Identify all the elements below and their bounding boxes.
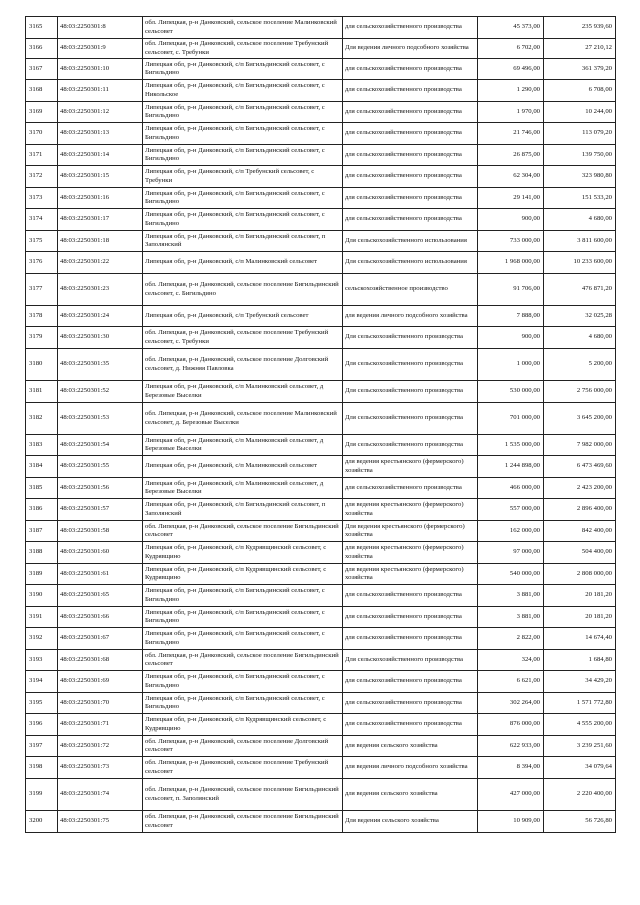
address-cell: обл. Липецкая, р-н Данковский, сельское поселение Бигильдинский сельсовет bbox=[143, 811, 343, 833]
table-row bbox=[26, 39, 616, 59]
address-cell: обл. Липецкая, р-н Данковский, сельское поселение Требунский сельсовет, с. Требунки bbox=[143, 327, 343, 349]
area-cell: 1 244 898,00 bbox=[478, 456, 544, 478]
table-row bbox=[26, 231, 616, 252]
area-cell: 3 881,00 bbox=[478, 585, 544, 607]
cadastral-number-cell: 48:03:2250301:23 bbox=[58, 274, 143, 306]
table-row bbox=[26, 306, 616, 327]
area-cell: 97 000,00 bbox=[478, 542, 544, 564]
land-use-cell: сельскохозяйственное производство bbox=[343, 274, 478, 306]
cadastral-number-cell: 48:03:2250301:18 bbox=[58, 231, 143, 252]
row-number-cell: 3188 bbox=[26, 542, 58, 564]
address-cell: обл. Липецкая, р-н Данковский, сельское поселение Требунский сельсовет bbox=[143, 757, 343, 779]
table-row bbox=[26, 693, 616, 714]
land-use-cell: для ведения личного подсобного хозяйства bbox=[343, 757, 478, 779]
table-row bbox=[26, 80, 616, 102]
land-use-cell: для сельскохозяйственного производства bbox=[343, 628, 478, 650]
area-cell: 324,00 bbox=[478, 650, 544, 671]
cadastral-number-cell: 48:03:2250301:24 bbox=[58, 306, 143, 327]
document-page bbox=[25, 16, 615, 833]
cadastral-number-cell: 48:03:2250301:17 bbox=[58, 209, 143, 231]
land-use-cell: для сельскохозяйственного производства bbox=[343, 80, 478, 102]
cadastral-number-cell: 48:03:2250301:11 bbox=[58, 80, 143, 102]
address-cell: Липецкая обл, р-н Данковский, с/п Кудрявщинский сельсовет, с Кудрявщино bbox=[143, 714, 343, 736]
cadastral-number-cell: 48:03:2250301:65 bbox=[58, 585, 143, 607]
table-row bbox=[26, 403, 616, 435]
cadastral-number-cell: 48:03:2250301:54 bbox=[58, 435, 143, 456]
address-cell: Липецкая обл, р-н Данковский, с/п Требунский сельсовет bbox=[143, 306, 343, 327]
row-number-cell: 3170 bbox=[26, 123, 58, 145]
row-number-cell: 3178 bbox=[26, 306, 58, 327]
cadastral-value-cell: 34 429,20 bbox=[544, 671, 616, 693]
address-cell: Липецкая обл, р-н Данковский, с/п Бигильдинский сельсовет, с Бигильдино bbox=[143, 628, 343, 650]
area-cell: 10 909,00 bbox=[478, 811, 544, 833]
row-number-cell: 3198 bbox=[26, 757, 58, 779]
address-cell: обл. Липецкая, р-н Данковский, сельское поселение Малинковский сельсовет bbox=[143, 17, 343, 39]
cadastral-value-cell: 20 181,20 bbox=[544, 607, 616, 628]
area-cell: 557 000,00 bbox=[478, 499, 544, 521]
land-plots-table bbox=[25, 16, 616, 833]
cadastral-value-cell: 1 684,80 bbox=[544, 650, 616, 671]
table-row bbox=[26, 209, 616, 231]
row-number-cell: 3169 bbox=[26, 102, 58, 123]
cadastral-value-cell: 2 808 000,00 bbox=[544, 564, 616, 585]
cadastral-number-cell: 48:03:2250301:57 bbox=[58, 499, 143, 521]
row-number-cell: 3166 bbox=[26, 39, 58, 59]
table-row bbox=[26, 102, 616, 123]
land-use-cell: для сельскохозяйственного производства bbox=[343, 102, 478, 123]
land-use-cell: для ведения крестьянского (фермерского) хозяйства bbox=[343, 542, 478, 564]
address-cell: Липецкая обл, р-н Данковский, с/п Бигильдинский сельсовет, с Бигильдино bbox=[143, 585, 343, 607]
land-use-cell: для сельскохозяйственного производства bbox=[343, 671, 478, 693]
address-cell: обл. Липецкая, р-н Данковский, сельское поселение Требунский сельсовет, с. Требунки bbox=[143, 39, 343, 59]
row-number-cell: 3197 bbox=[26, 736, 58, 757]
cadastral-value-cell: 6 473 469,60 bbox=[544, 456, 616, 478]
table-row bbox=[26, 59, 616, 80]
cadastral-number-cell: 48:03:2250301:22 bbox=[58, 252, 143, 274]
address-cell: Липецкая обл, р-н Данковский, с/п Бигильдинский сельсовет, с Бигильдино bbox=[143, 59, 343, 80]
table-row bbox=[26, 381, 616, 403]
table-row bbox=[26, 671, 616, 693]
table-row bbox=[26, 145, 616, 166]
address-cell: Липецкая обл, р-н Данковский, с/п Бигильдинский сельсовет, с Бигильдино bbox=[143, 188, 343, 209]
cadastral-value-cell: 4 555 200,00 bbox=[544, 714, 616, 736]
table-row bbox=[26, 521, 616, 542]
address-cell: Липецкая обл, р-н Данковский, с/п Бигильдинский сельсовет, п Заполянский bbox=[143, 499, 343, 521]
cadastral-number-cell: 48:03:2250301:68 bbox=[58, 650, 143, 671]
cadastral-number-cell: 48:03:2250301:58 bbox=[58, 521, 143, 542]
row-number-cell: 3185 bbox=[26, 478, 58, 499]
cadastral-value-cell: 20 181,20 bbox=[544, 585, 616, 607]
cadastral-number-cell: 48:03:2250301:30 bbox=[58, 327, 143, 349]
area-cell: 900,00 bbox=[478, 327, 544, 349]
area-cell: 8 394,00 bbox=[478, 757, 544, 779]
land-use-cell: Для сельскохозяйственного производства bbox=[343, 381, 478, 403]
cadastral-value-cell: 14 674,40 bbox=[544, 628, 616, 650]
cadastral-value-cell: 3 645 200,00 bbox=[544, 403, 616, 435]
address-cell: Липецкая обл, р-н Данковский, с/п Кудрявщинский сельсовет, с Кудрявщино bbox=[143, 564, 343, 585]
land-use-cell: для сельскохозяйственного производства bbox=[343, 585, 478, 607]
row-number-cell: 3165 bbox=[26, 17, 58, 39]
cadastral-number-cell: 48:03:2250301:15 bbox=[58, 166, 143, 188]
cadastral-value-cell: 32 025,28 bbox=[544, 306, 616, 327]
table-row bbox=[26, 349, 616, 381]
cadastral-value-cell: 842 400,00 bbox=[544, 521, 616, 542]
address-cell: Липецкая обл, р-н Данковский, с/п Малинковский сельсовет, д Березовые Выселки bbox=[143, 435, 343, 456]
address-cell: Липецкая обл, р-н Данковский, с/п Малинковский сельсовет bbox=[143, 456, 343, 478]
land-use-cell: для сельскохозяйственного производства bbox=[343, 59, 478, 80]
cadastral-value-cell: 10 244,00 bbox=[544, 102, 616, 123]
table-row bbox=[26, 123, 616, 145]
cadastral-number-cell: 48:03:2250301:61 bbox=[58, 564, 143, 585]
cadastral-value-cell: 139 750,00 bbox=[544, 145, 616, 166]
land-use-cell: Для ведения сельского хозяйства bbox=[343, 811, 478, 833]
cadastral-number-cell: 48:03:2250301:75 bbox=[58, 811, 143, 833]
table-row bbox=[26, 714, 616, 736]
table-row bbox=[26, 757, 616, 779]
land-use-cell: Для сельскохозяйственного производства bbox=[343, 403, 478, 435]
address-cell: Липецкая обл, р-н Данковский, с/п Бигильдинский сельсовет, с Бигильдино bbox=[143, 145, 343, 166]
row-number-cell: 3191 bbox=[26, 607, 58, 628]
row-number-cell: 3186 bbox=[26, 499, 58, 521]
cadastral-number-cell: 48:03:2250301:66 bbox=[58, 607, 143, 628]
cadastral-value-cell: 6 708,00 bbox=[544, 80, 616, 102]
row-number-cell: 3176 bbox=[26, 252, 58, 274]
row-number-cell: 3193 bbox=[26, 650, 58, 671]
row-number-cell: 3189 bbox=[26, 564, 58, 585]
cadastral-value-cell: 5 200,00 bbox=[544, 349, 616, 381]
address-cell: Липецкая обл, р-н Данковский, с/п Малинковский сельсовет, д Березовые Выселки bbox=[143, 478, 343, 499]
cadastral-value-cell: 504 400,00 bbox=[544, 542, 616, 564]
land-use-cell: Для сельскохозяйственного производства bbox=[343, 327, 478, 349]
cadastral-number-cell: 48:03:2250301:67 bbox=[58, 628, 143, 650]
area-cell: 302 264,00 bbox=[478, 693, 544, 714]
cadastral-value-cell: 4 680,00 bbox=[544, 327, 616, 349]
land-use-cell: Для сельскохозяйственного производства bbox=[343, 650, 478, 671]
area-cell: 7 888,00 bbox=[478, 306, 544, 327]
area-cell: 6 621,00 bbox=[478, 671, 544, 693]
row-number-cell: 3171 bbox=[26, 145, 58, 166]
row-number-cell: 3179 bbox=[26, 327, 58, 349]
land-use-cell: для сельскохозяйственного производства bbox=[343, 166, 478, 188]
cadastral-number-cell: 48:03:2250301:74 bbox=[58, 779, 143, 811]
cadastral-value-cell: 151 533,20 bbox=[544, 188, 616, 209]
table-row bbox=[26, 607, 616, 628]
land-use-cell: для сельскохозяйственного производства bbox=[343, 209, 478, 231]
area-cell: 530 000,00 bbox=[478, 381, 544, 403]
area-cell: 91 706,00 bbox=[478, 274, 544, 306]
table-row bbox=[26, 435, 616, 456]
cadastral-number-cell: 48:03:2250301:52 bbox=[58, 381, 143, 403]
table-row bbox=[26, 188, 616, 209]
land-use-cell: Для ведения личного подсобного хозяйства bbox=[343, 39, 478, 59]
land-use-cell: для сельскохозяйственного производства bbox=[343, 188, 478, 209]
table-row bbox=[26, 542, 616, 564]
table-row bbox=[26, 564, 616, 585]
table-row bbox=[26, 779, 616, 811]
area-cell: 69 496,00 bbox=[478, 59, 544, 80]
table-row bbox=[26, 166, 616, 188]
address-cell: обл. Липецкая, р-н Данковский, сельское поселение Малинковский сельсовет, д. Березовые Выселки bbox=[143, 403, 343, 435]
cadastral-number-cell: 48:03:2250301:70 bbox=[58, 693, 143, 714]
table-row bbox=[26, 478, 616, 499]
row-number-cell: 3182 bbox=[26, 403, 58, 435]
table-body bbox=[26, 17, 616, 833]
land-use-cell: Для сельскохозяйственного производства bbox=[343, 435, 478, 456]
cadastral-value-cell: 56 726,80 bbox=[544, 811, 616, 833]
cadastral-number-cell: 48:03:2250301:12 bbox=[58, 102, 143, 123]
area-cell: 1 968 000,00 bbox=[478, 252, 544, 274]
cadastral-value-cell: 2 220 400,00 bbox=[544, 779, 616, 811]
cadastral-value-cell: 2 896 400,00 bbox=[544, 499, 616, 521]
cadastral-value-cell: 235 939,60 bbox=[544, 17, 616, 39]
cadastral-value-cell: 2 423 200,00 bbox=[544, 478, 616, 499]
land-use-cell: для ведения крестьянского (фермерского) хозяйства bbox=[343, 456, 478, 478]
cadastral-number-cell: 48:03:2250301:72 bbox=[58, 736, 143, 757]
cadastral-number-cell: 48:03:2250301:69 bbox=[58, 671, 143, 693]
table-row bbox=[26, 274, 616, 306]
land-use-cell: для ведения личного подсобного хозяйства bbox=[343, 306, 478, 327]
area-cell: 45 373,00 bbox=[478, 17, 544, 39]
address-cell: обл. Липецкая, р-н Данковский, сельское поселение Долговский сельсовет bbox=[143, 736, 343, 757]
cadastral-value-cell: 27 210,12 bbox=[544, 39, 616, 59]
land-use-cell: Для сельскохозяйственного использования bbox=[343, 231, 478, 252]
table-row bbox=[26, 252, 616, 274]
land-use-cell: для сельскохозяйственного производства bbox=[343, 693, 478, 714]
cadastral-value-cell: 1 571 772,80 bbox=[544, 693, 616, 714]
land-use-cell: для сельскохозяйственного производства bbox=[343, 17, 478, 39]
cadastral-value-cell: 323 980,80 bbox=[544, 166, 616, 188]
area-cell: 622 933,00 bbox=[478, 736, 544, 757]
area-cell: 1 290,00 bbox=[478, 80, 544, 102]
table-row bbox=[26, 17, 616, 39]
cadastral-value-cell: 476 871,20 bbox=[544, 274, 616, 306]
area-cell: 1 535 000,00 bbox=[478, 435, 544, 456]
land-use-cell: для ведения сельского хозяйства bbox=[343, 736, 478, 757]
address-cell: обл. Липецкая, р-н Данковский, сельское поселение Бигильдинский сельсовет bbox=[143, 650, 343, 671]
land-use-cell: для сельскохозяйственного производства bbox=[343, 145, 478, 166]
row-number-cell: 3175 bbox=[26, 231, 58, 252]
address-cell: обл. Липецкая, р-н Данковский, сельское поселение Бигильдинский сельсовет bbox=[143, 521, 343, 542]
cadastral-number-cell: 48:03:2250301:71 bbox=[58, 714, 143, 736]
row-number-cell: 3184 bbox=[26, 456, 58, 478]
address-cell: Липецкая обл, р-н Данковский, с/п Требунский сельсовет, с Требунки bbox=[143, 166, 343, 188]
area-cell: 21 746,00 bbox=[478, 123, 544, 145]
cadastral-number-cell: 48:03:2250301:16 bbox=[58, 188, 143, 209]
address-cell: обл. Липецкая, р-н Данковский, сельское поселение Долговский сельсовет, д. Нижняя Павловка bbox=[143, 349, 343, 381]
table-row bbox=[26, 736, 616, 757]
cadastral-value-cell: 2 756 000,00 bbox=[544, 381, 616, 403]
cadastral-value-cell: 3 239 251,60 bbox=[544, 736, 616, 757]
area-cell: 427 000,00 bbox=[478, 779, 544, 811]
area-cell: 3 881,00 bbox=[478, 607, 544, 628]
area-cell: 701 000,00 bbox=[478, 403, 544, 435]
cadastral-value-cell: 7 982 000,00 bbox=[544, 435, 616, 456]
address-cell: Липецкая обл, р-н Данковский, с/п Малинковский сельсовет, д Березовые Выселки bbox=[143, 381, 343, 403]
row-number-cell: 3180 bbox=[26, 349, 58, 381]
row-number-cell: 3173 bbox=[26, 188, 58, 209]
area-cell: 466 000,00 bbox=[478, 478, 544, 499]
address-cell: обл. Липецкая, р-н Данковский, сельское поселение Бигильдинский сельсовет, п. Заполянский bbox=[143, 779, 343, 811]
row-number-cell: 3200 bbox=[26, 811, 58, 833]
area-cell: 6 702,00 bbox=[478, 39, 544, 59]
table-row bbox=[26, 628, 616, 650]
table-row bbox=[26, 585, 616, 607]
row-number-cell: 3192 bbox=[26, 628, 58, 650]
land-use-cell: Для сельскохозяйственного производства bbox=[343, 349, 478, 381]
table-row bbox=[26, 499, 616, 521]
cadastral-number-cell: 48:03:2250301:60 bbox=[58, 542, 143, 564]
cadastral-value-cell: 10 233 600,00 bbox=[544, 252, 616, 274]
row-number-cell: 3190 bbox=[26, 585, 58, 607]
address-cell: Липецкая обл, р-н Данковский, с/п Бигильдинский сельсовет, с Бигильдино bbox=[143, 671, 343, 693]
land-use-cell: Для ведения крестьянского (фермерского) хозяйства bbox=[343, 521, 478, 542]
row-number-cell: 3174 bbox=[26, 209, 58, 231]
address-cell: обл. Липецкая, р-н Данковский, сельское поселение Бигильдинский сельсовет, с. Бигильдино bbox=[143, 274, 343, 306]
address-cell: Липецкая обл, р-н Данковский, с/п Бигильдинский сельсовет, с Никольское bbox=[143, 80, 343, 102]
cadastral-number-cell: 48:03:2250301:9 bbox=[58, 39, 143, 59]
table-row bbox=[26, 456, 616, 478]
row-number-cell: 3196 bbox=[26, 714, 58, 736]
row-number-cell: 3181 bbox=[26, 381, 58, 403]
cadastral-number-cell: 48:03:2250301:73 bbox=[58, 757, 143, 779]
area-cell: 540 000,00 bbox=[478, 564, 544, 585]
area-cell: 1 000,00 bbox=[478, 349, 544, 381]
table-row bbox=[26, 650, 616, 671]
row-number-cell: 3194 bbox=[26, 671, 58, 693]
area-cell: 29 141,00 bbox=[478, 188, 544, 209]
land-use-cell: Для сельскохозяйственного использования bbox=[343, 252, 478, 274]
land-use-cell: для сельскохозяйственного производства bbox=[343, 607, 478, 628]
address-cell: Липецкая обл, р-н Данковский, с/п Бигильдинский сельсовет, с Бигильдино bbox=[143, 209, 343, 231]
table-row bbox=[26, 811, 616, 833]
cadastral-number-cell: 48:03:2250301:14 bbox=[58, 145, 143, 166]
address-cell: Липецкая обл, р-н Данковский, с/п Малинковский сельсовет bbox=[143, 252, 343, 274]
cadastral-value-cell: 113 079,20 bbox=[544, 123, 616, 145]
cadastral-number-cell: 48:03:2250301:8 bbox=[58, 17, 143, 39]
address-cell: Липецкая обл, р-н Данковский, с/п Бигильдинский сельсовет, с Бигильдино bbox=[143, 693, 343, 714]
cadastral-value-cell: 361 379,20 bbox=[544, 59, 616, 80]
land-use-cell: для сельскохозяйственного производства bbox=[343, 123, 478, 145]
area-cell: 733 000,00 bbox=[478, 231, 544, 252]
cadastral-number-cell: 48:03:2250301:10 bbox=[58, 59, 143, 80]
table-row bbox=[26, 327, 616, 349]
land-use-cell: для ведения крестьянского (фермерского) хозяйства bbox=[343, 564, 478, 585]
row-number-cell: 3177 bbox=[26, 274, 58, 306]
land-use-cell: для ведения сельского хозяйства bbox=[343, 779, 478, 811]
address-cell: Липецкая обл, р-н Данковский, с/п Бигильдинский сельсовет, с Бигильдино bbox=[143, 123, 343, 145]
address-cell: Липецкая обл, р-н Данковский, с/п Кудрявщинский сельсовет, с Кудрявщино bbox=[143, 542, 343, 564]
row-number-cell: 3168 bbox=[26, 80, 58, 102]
area-cell: 26 875,00 bbox=[478, 145, 544, 166]
cadastral-value-cell: 34 079,64 bbox=[544, 757, 616, 779]
area-cell: 62 304,00 bbox=[478, 166, 544, 188]
row-number-cell: 3195 bbox=[26, 693, 58, 714]
address-cell: Липецкая обл, р-н Данковский, с/п Бигильдинский сельсовет, с Бигильдино bbox=[143, 102, 343, 123]
cadastral-value-cell: 4 680,00 bbox=[544, 209, 616, 231]
area-cell: 900,00 bbox=[478, 209, 544, 231]
land-use-cell: для сельскохозяйственного производства bbox=[343, 478, 478, 499]
cadastral-number-cell: 48:03:2250301:53 bbox=[58, 403, 143, 435]
cadastral-value-cell: 3 811 600,00 bbox=[544, 231, 616, 252]
cadastral-number-cell: 48:03:2250301:55 bbox=[58, 456, 143, 478]
area-cell: 876 000,00 bbox=[478, 714, 544, 736]
cadastral-number-cell: 48:03:2250301:13 bbox=[58, 123, 143, 145]
row-number-cell: 3183 bbox=[26, 435, 58, 456]
row-number-cell: 3187 bbox=[26, 521, 58, 542]
area-cell: 1 970,00 bbox=[478, 102, 544, 123]
address-cell: Липецкая обл, р-н Данковский, с/п Бигильдинский сельсовет, п Заполянский bbox=[143, 231, 343, 252]
row-number-cell: 3172 bbox=[26, 166, 58, 188]
land-use-cell: для сельскохозяйственного производства bbox=[343, 714, 478, 736]
row-number-cell: 3199 bbox=[26, 779, 58, 811]
cadastral-number-cell: 48:03:2250301:56 bbox=[58, 478, 143, 499]
address-cell: Липецкая обл, р-н Данковский, с/п Бигильдинский сельсовет, с Бигильдино bbox=[143, 607, 343, 628]
cadastral-number-cell: 48:03:2250301:35 bbox=[58, 349, 143, 381]
row-number-cell: 3167 bbox=[26, 59, 58, 80]
area-cell: 162 000,00 bbox=[478, 521, 544, 542]
area-cell: 2 822,00 bbox=[478, 628, 544, 650]
land-use-cell: для ведения крестьянского (фермерского) хозяйства bbox=[343, 499, 478, 521]
